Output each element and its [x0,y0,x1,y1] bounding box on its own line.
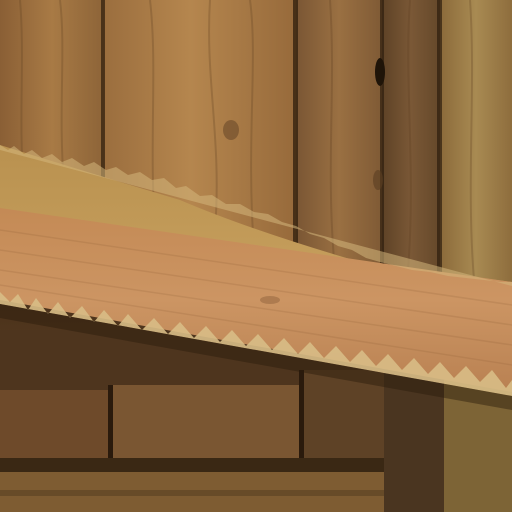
lower-shadow-line [0,458,384,472]
lower-panel-middle [112,385,302,460]
plank-seam-2 [293,0,298,260]
knot-1 [223,120,239,140]
lower-panel-left [0,390,112,460]
lower-seam-1 [108,385,113,460]
knot-hole-1 [375,58,385,86]
knot-2 [373,170,383,190]
fabric-stain [260,296,280,304]
plank-3 [296,0,382,270]
lower-seam-2 [299,370,304,460]
bottom-board-grain [0,490,384,496]
plank-seam-3 [380,0,384,270]
plank-5 [440,0,512,290]
plank-seam-4 [437,0,442,280]
